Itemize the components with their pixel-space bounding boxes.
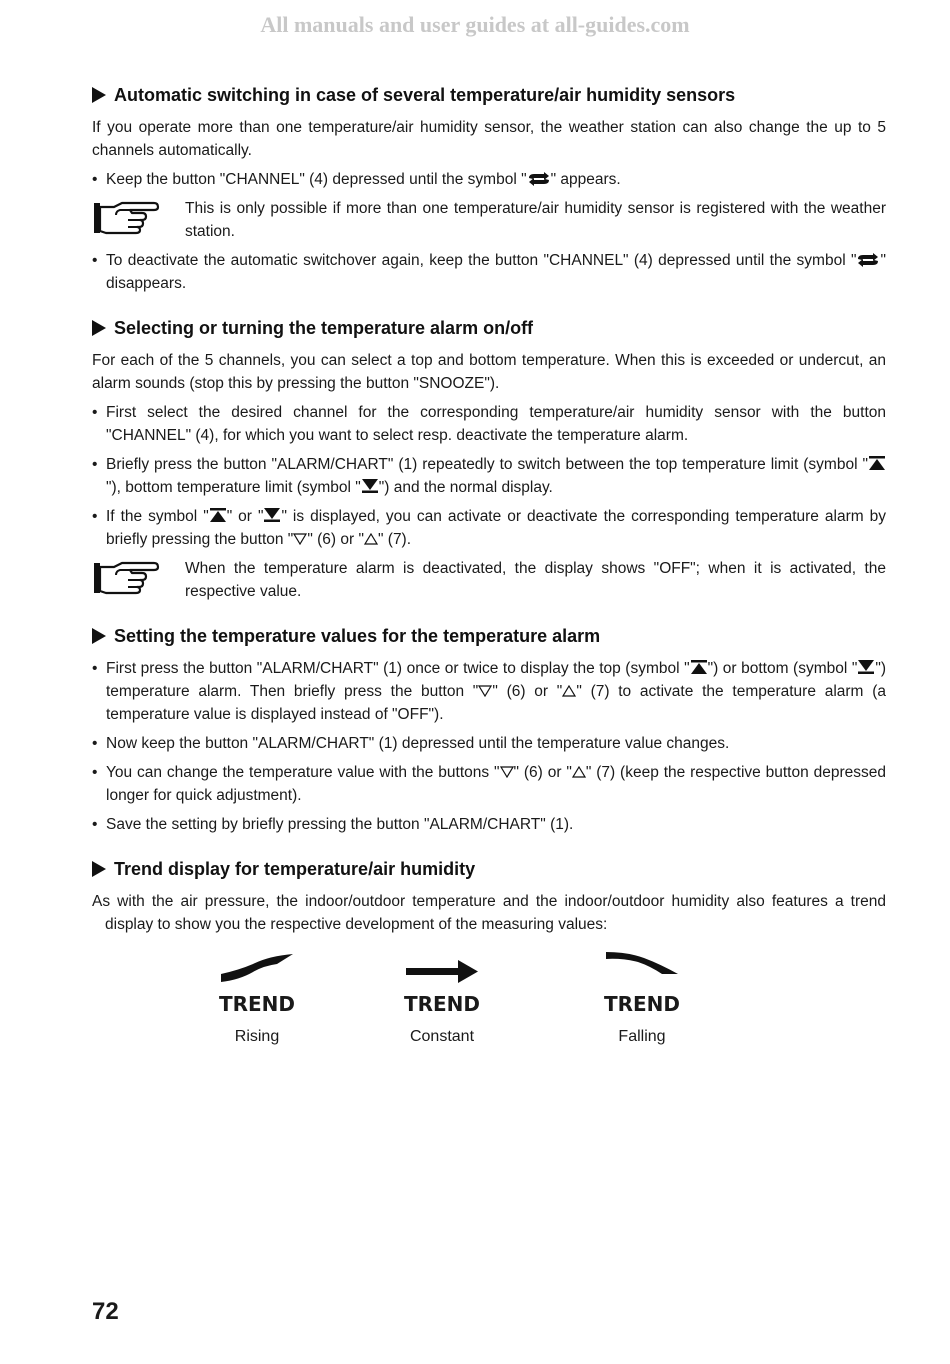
section-temperature-alarm bbox=[92, 315, 886, 603]
trend-word: TREND bbox=[403, 992, 481, 1016]
list-item: • Save the setting by briefly pressing the button "ALARM/CHART" (1). bbox=[92, 813, 886, 836]
page-content bbox=[92, 82, 886, 1100]
play-arrow-icon bbox=[92, 87, 106, 103]
auto-switch-icon bbox=[856, 253, 880, 267]
rising-arrow-icon bbox=[217, 950, 297, 986]
trend-constant bbox=[382, 950, 502, 1046]
trend-caption: Rising bbox=[234, 1028, 280, 1045]
section-heading: Setting the temperature values for the temperature alarm bbox=[92, 623, 886, 649]
trend-word: TREND bbox=[603, 992, 681, 1016]
watermark: All manuals and user guides at all-guides.com bbox=[260, 12, 690, 37]
down-button-icon bbox=[478, 685, 492, 697]
section-automatic-switching bbox=[92, 82, 886, 295]
up-button-icon bbox=[562, 685, 576, 697]
top-limit-icon bbox=[868, 456, 886, 470]
constant-arrow-icon bbox=[402, 950, 482, 986]
bottom-limit-icon bbox=[263, 508, 281, 522]
bottom-limit-icon bbox=[857, 660, 875, 674]
list-item: • To deactivate the automatic switchover again, keep the button "CHANNEL" (4) depressed until the symbol " " disappears. bbox=[92, 249, 886, 295]
falling-arrow-icon bbox=[602, 950, 682, 986]
pointing-hand-icon bbox=[92, 559, 160, 597]
section-heading: Selecting or turning the temperature alarm on/off bbox=[92, 315, 886, 341]
list-item: • Briefly press the button "ALARM/CHART" (1) repeatedly to switch between the top temperature limit (symbol ""), bottom temperature limit (symbol " ") and the normal display. bbox=[92, 453, 886, 499]
trend-falling bbox=[582, 950, 702, 1046]
down-button-icon bbox=[293, 533, 307, 545]
top-limit-icon bbox=[690, 660, 708, 674]
note: When the temperature alarm is deactivated, the display shows "OFF"; when it is activated, the respective value. bbox=[92, 557, 886, 603]
play-arrow-icon bbox=[92, 628, 106, 644]
trend-caption: Falling bbox=[618, 1028, 666, 1045]
up-button-icon bbox=[572, 766, 586, 778]
top-limit-icon bbox=[209, 508, 227, 522]
section-trend-display bbox=[92, 856, 886, 1100]
bottom-limit-icon bbox=[361, 479, 379, 493]
list-item: • Keep the button "CHANNEL" (4) depressed until the symbol " " appears. bbox=[92, 168, 886, 191]
section-intro: As with the air pressure, the indoor/outdoor temperature and the indoor/outdoor humidity also features a trend display to show you the respective development of the measuring values: bbox=[92, 893, 886, 933]
section-heading: Automatic switching in case of several temperature/air humidity sensors bbox=[92, 82, 886, 108]
list-item: • First press the button "ALARM/CHART" (1) once or twice to display the top (symbol " ") or bottom (symbol " ") temperature alarm. Then briefly press the button " " (6) or " " (7) to activate the temperature alarm (a temperature value is displayed instead of "OFF"). bbox=[92, 657, 886, 726]
section-intro: If you operate more than one temperature/air humidity sensor, the weather station can also change the up to 5 channels automatically. bbox=[92, 119, 886, 159]
trend-icons bbox=[92, 950, 886, 1100]
note: This is only possible if more than one temperature/air humidity sensor is registered with the weather station. bbox=[92, 197, 886, 243]
section-setting-values bbox=[92, 623, 886, 836]
up-button-icon bbox=[364, 533, 378, 545]
page-number: 72 bbox=[92, 1298, 119, 1325]
list-item: • If the symbol " " or " " is displayed, you can activate or deactivate the corresponding temperature alarm by briefly pressing the button " " (6) or " " (7). bbox=[92, 505, 886, 551]
section-heading: Trend display for temperature/air humidity bbox=[92, 856, 886, 882]
down-button-icon bbox=[500, 766, 514, 778]
list-item: • First select the desired channel for the corresponding temperature/air humidity sensor with the button "CHANNEL" (4), for which you want to select resp. deactivate the temperature alarm. bbox=[92, 401, 886, 447]
section-intro: For each of the 5 channels, you can select a top and bottom temperature. When this is exceeded or undercut, an alarm sounds (stop this by pressing the button "SNOOZE"). bbox=[92, 352, 886, 392]
trend-rising bbox=[197, 950, 317, 1046]
pointing-hand-icon bbox=[92, 199, 160, 237]
auto-switch-icon bbox=[527, 172, 551, 186]
trend-caption: Constant bbox=[409, 1028, 475, 1045]
list-item: • Now keep the button "ALARM/CHART" (1) depressed until the temperature value changes. bbox=[92, 732, 886, 755]
trend-word: TREND bbox=[218, 992, 296, 1016]
play-arrow-icon bbox=[92, 861, 106, 877]
list-item: • You can change the temperature value with the buttons " " (6) or " " (7) (keep the respective button depressed longer for quick adjustment). bbox=[92, 761, 886, 807]
play-arrow-icon bbox=[92, 320, 106, 336]
